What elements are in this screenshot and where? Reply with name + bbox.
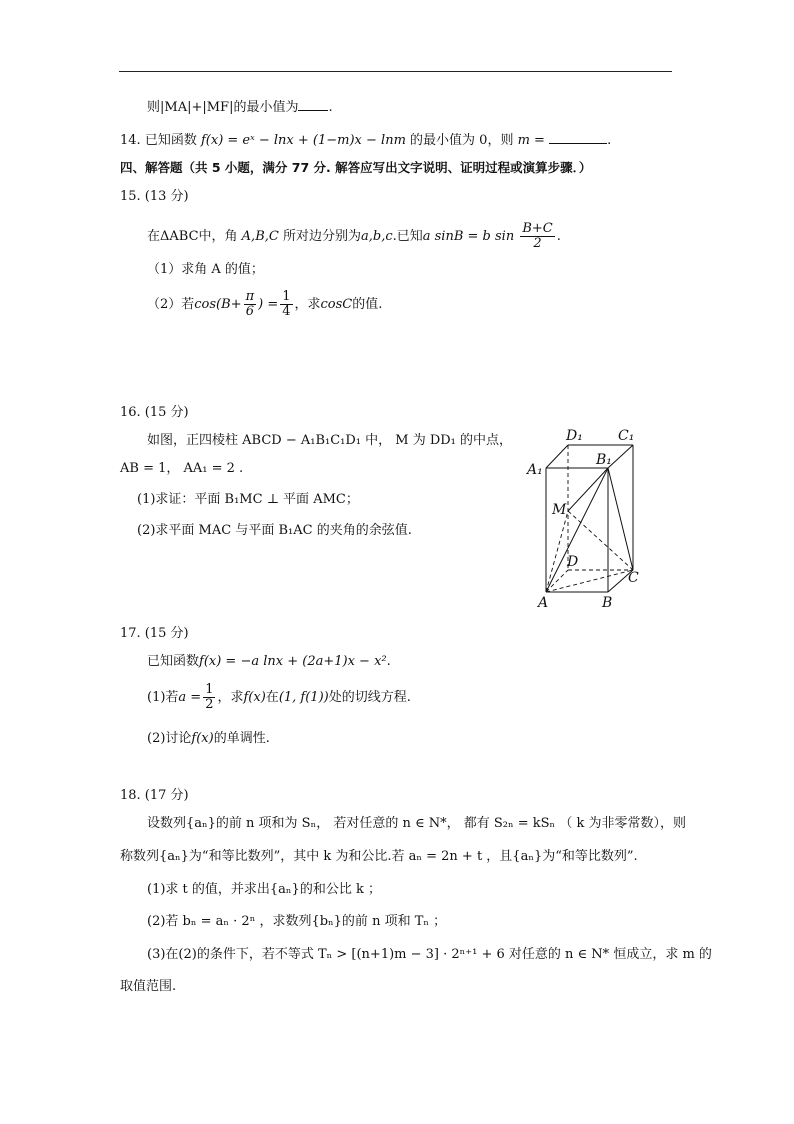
q16-part2: (2)求平面 MAC 与平面 B₁AC 的夹角的余弦值. <box>137 523 412 538</box>
q17-p1-h: 处的切线方程. <box>328 690 411 705</box>
q17-p2-b: 的单调性. <box>213 731 270 746</box>
q18-part3-cont: 取值范围. <box>120 979 177 994</box>
label-C: C <box>628 570 639 586</box>
q15-part2 <box>147 290 382 320</box>
q15-stem <box>147 222 561 252</box>
q15-p2-g: 的值. <box>352 297 383 312</box>
q14-eq: = <box>529 133 545 148</box>
label-B: B <box>602 595 613 610</box>
q15-stem-b: A,B,C <box>241 229 279 244</box>
q15-stem-c: 所对边分别为 <box>282 229 361 244</box>
q17-p1-e: 在 <box>265 690 279 705</box>
q17-p1-c: ，求 <box>217 690 244 705</box>
fraction-denominator: 2 <box>533 236 542 251</box>
q18-part1: (1)求 t 的值，并求出{aₙ}的和公比 k ； <box>147 882 381 897</box>
q17-part1 <box>147 683 411 713</box>
fraction <box>203 683 215 712</box>
label-B1: B₁ <box>596 452 612 468</box>
q15-stem-f: a sinB = b sin <box>422 229 515 244</box>
q17-p2-a: (2)讨论 <box>147 731 192 746</box>
q18-header: 18. (17 分) <box>120 788 189 803</box>
segment-MB1 <box>568 468 608 511</box>
fraction-denominator: 2 <box>205 697 214 712</box>
question-14 <box>120 131 611 149</box>
q14-text-b: 的最小值为 0，则 <box>410 133 514 148</box>
section-4-heading: 四、解答题（共 5 小题，满分 77 分. 解答应写出文字说明、证明过程或演算步骤．） <box>120 160 592 175</box>
label-A1: A₁ <box>527 462 543 478</box>
fraction-numerator: B+C <box>522 221 553 236</box>
edge-AD-hidden <box>546 570 568 592</box>
q15-part1: （1）求角 A 的值； <box>147 262 264 277</box>
q18-line2: 称数列{aₙ}为“和等比数列”，其中 k 为和公比.若 aₙ = 2n + t ，且{aₙ}为“和等比数列”. <box>120 849 638 864</box>
q15-p2-b: cos(B+ <box>194 297 242 312</box>
q18-part2: (2)若 bₙ = aₙ · 2ⁿ ，求数列{bₙ}的前 n 项和 Tₙ ； <box>147 914 447 929</box>
fraction <box>280 290 292 319</box>
q17-p1-a: (1)若 <box>147 690 179 705</box>
segment-AM-hidden <box>546 511 568 592</box>
q17-stem-end: . <box>386 654 391 669</box>
header-rule <box>119 71 672 72</box>
q15-stem-e: .已知 <box>392 229 423 244</box>
label-D: D <box>567 554 579 570</box>
fraction-denominator: 4 <box>282 304 291 319</box>
label-M: M <box>552 502 567 518</box>
q17-p1-f: f(x) <box>243 690 266 705</box>
q17-header: 17. (15 分) <box>120 626 189 641</box>
edge-D1A1 <box>546 445 568 468</box>
answer-blank <box>298 98 328 111</box>
q17-part2 <box>147 731 270 747</box>
q14-text-a: 已知函数 <box>144 133 197 148</box>
q15-p2-f: cosC <box>320 297 353 312</box>
fraction <box>520 222 554 251</box>
q16-header: 16. (15 分) <box>120 405 189 420</box>
q15-stem-end: . <box>556 229 561 244</box>
q15-p2-e: ，求 <box>294 297 321 312</box>
q16-part1: (1)求证：平面 B₁MC ⊥ 平面 AMC； <box>137 492 359 507</box>
fraction-numerator: π <box>245 289 255 304</box>
q13-tail <box>147 98 333 116</box>
q17-p1-b: a = <box>178 690 202 705</box>
label-A: A <box>538 595 549 610</box>
prism-figure <box>522 426 650 610</box>
label-C1: C₁ <box>618 428 635 444</box>
q18-line1: 设数列{aₙ}的前 n 项和为 Sₙ， 若对任意的 n ∈ N*， 都有 S₂ₙ = kSₙ （ k 为非零常数），则 <box>147 816 686 831</box>
q14-var: m <box>517 133 530 148</box>
q15-p2-c: ) = <box>258 297 279 312</box>
q13-text: 则|MA|+|MF|的最小值为 <box>147 100 299 115</box>
q17-stem-a: 已知函数 <box>147 654 200 669</box>
fraction <box>244 290 257 319</box>
q18-part3: (3)在(2)的条件下，若不等式 Tₙ > [(n+1)m − 3] · 2ⁿ⁺¹ + 6 对任意的 n ∈ N* 恒成立，求 m 的 <box>147 947 712 962</box>
q16-stem2: AB = 1， AA₁ = 2 . <box>120 461 244 476</box>
q14-number: 14. <box>120 133 141 148</box>
label-D1: D₁ <box>566 428 583 444</box>
q15-stem-a: 在ΔABC中，角 <box>147 229 238 244</box>
q14-period: . <box>607 133 612 148</box>
q17-formula: f(x) = −a lnx + (2a+1)x − x² <box>199 654 387 669</box>
q14-formula: f(x) = eˣ − lnx + (1−m)x − lnm <box>200 133 406 148</box>
q15-stem-d: a,b,c <box>360 229 393 244</box>
fraction-numerator: 1 <box>205 682 214 697</box>
q17-p1-g: (1, f(1)) <box>278 690 329 705</box>
segment-B1C <box>608 468 633 570</box>
q15-p2-a: （2）若 <box>147 297 195 312</box>
q17-p2-f: f(x) <box>191 731 214 746</box>
answer-blank <box>549 131 607 144</box>
fraction-denominator: 6 <box>245 304 254 319</box>
q15-header: 15. (13 分) <box>120 189 189 204</box>
q13-period: . <box>328 100 333 115</box>
q17-stem <box>147 654 391 670</box>
q16-stem1: 如图，正四棱柱 ABCD − A₁B₁C₁D₁ 中， M 为 DD₁ 的中点， <box>147 433 513 448</box>
fraction-numerator: 1 <box>282 289 291 304</box>
segment-AB1 <box>546 468 608 592</box>
